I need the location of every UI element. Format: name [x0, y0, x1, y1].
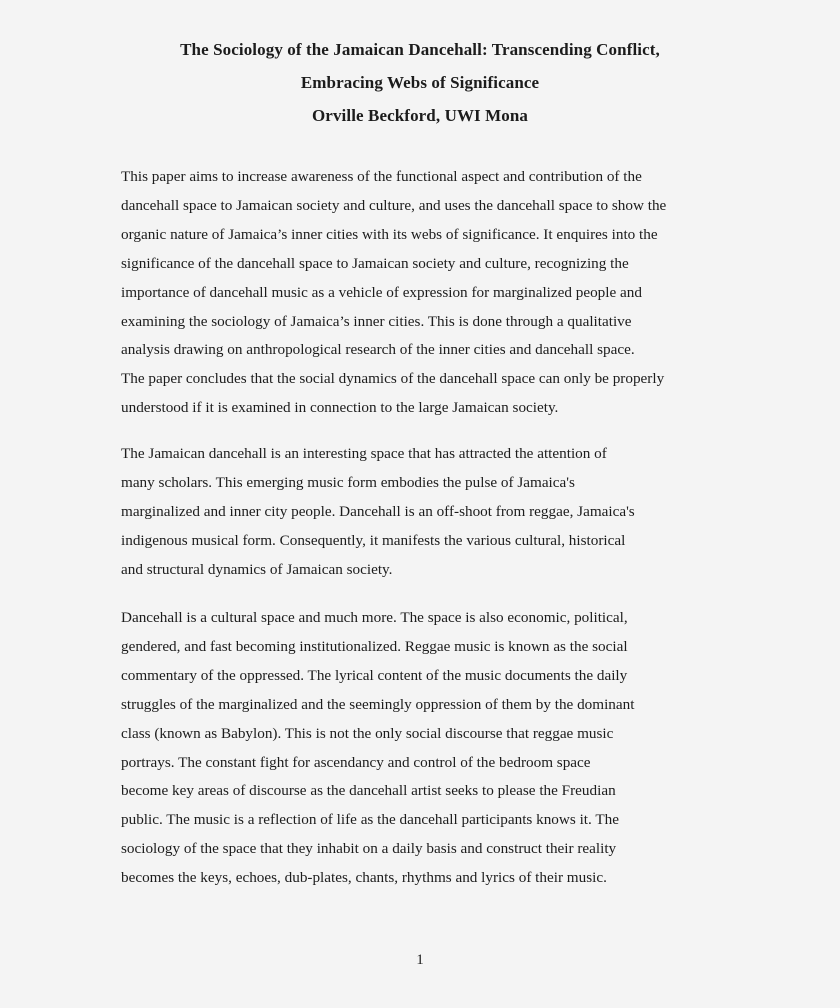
paragraph-line: analysis drawing on anthropological research of the inner cities and dancehall space. [121, 341, 635, 359]
page-number: 1 [416, 952, 424, 968]
paragraph-line: The paper concludes that the social dynamics of the dancehall space can only be properly [121, 370, 665, 388]
paragraph-line: The Jamaican dancehall is an interesting space that has attracted the attention of [121, 445, 607, 462]
paragraph-line: marginalized and inner city people. Dancehall is an off-shoot from reggae, Jamaica's [121, 502, 635, 520]
paragraph-line: many scholars. This emerging music form embodies the pulse of Jamaica's [121, 473, 575, 491]
paragraph-line: becomes the keys, echoes, dub-plates, chants, rhythms and lyrics of their music. [121, 869, 607, 887]
paragraph-line: class (known as Babylon). This is not the only social discourse that reggae music [121, 724, 614, 742]
abstract-paragraph [121, 163, 721, 423]
author-line: Orville Beckford, UWI Mona [311, 106, 529, 125]
body-paragraph-1 [121, 440, 721, 585]
paragraph-line: struggles of the marginalized and the seemingly oppression of them by the dominant [121, 695, 635, 713]
paragraph-line: gendered, and fast becoming institutionalized. Reggae music is known as the social [121, 637, 628, 655]
paragraph-line: importance of dancehall music as a vehicle of expression for marginalized people and [121, 283, 642, 301]
paragraph-line: public. The music is a reflection of life as the dancehall participants knows it. The [121, 811, 619, 829]
paragraph-line: portrays. The constant fight for ascendancy and control of the bedroom space [121, 753, 591, 771]
paragraph-line: This paper aims to increase awareness of the functional aspect and contribution of the [121, 168, 642, 185]
body-paragraph-2 [121, 604, 721, 893]
paragraph-line: organic nature of Jamaica’s inner cities with its webs of significance. It enquires into the [121, 225, 658, 243]
paragraph-line: sociology of the space that they inhabit on a daily basis and construct their reality [121, 840, 617, 858]
paragraph-line: significance of the dancehall space to Jamaican society and culture, recognizing the [121, 254, 629, 272]
paragraph-line: Dancehall is a cultural space and much more. The space is also economic, political, [121, 609, 628, 626]
paragraph-line: examining the sociology of Jamaica’s inner cities. This is done through a qualitative [121, 312, 632, 330]
paragraph-line: indigenous musical form. Consequently, it manifests the various cultural, historical [121, 531, 626, 549]
paragraph-line: commentary of the oppressed. The lyrical content of the music documents the daily [121, 666, 628, 684]
title-line-1: The Sociology of the Jamaican Dancehall: Transcending Conflict, [180, 40, 660, 59]
title-line-2: Embracing Webs of Significance [300, 73, 540, 92]
paragraph-line: and structural dynamics of Jamaican society. [121, 560, 393, 578]
paragraph-line: dancehall space to Jamaican society and culture, and uses the dancehall space to show the [121, 196, 667, 214]
paragraph-line: understood if it is examined in connection to the large Jamaican society. [121, 399, 559, 417]
paragraph-line: become key areas of discourse as the dancehall artist seeks to please the Freudian [121, 782, 616, 800]
